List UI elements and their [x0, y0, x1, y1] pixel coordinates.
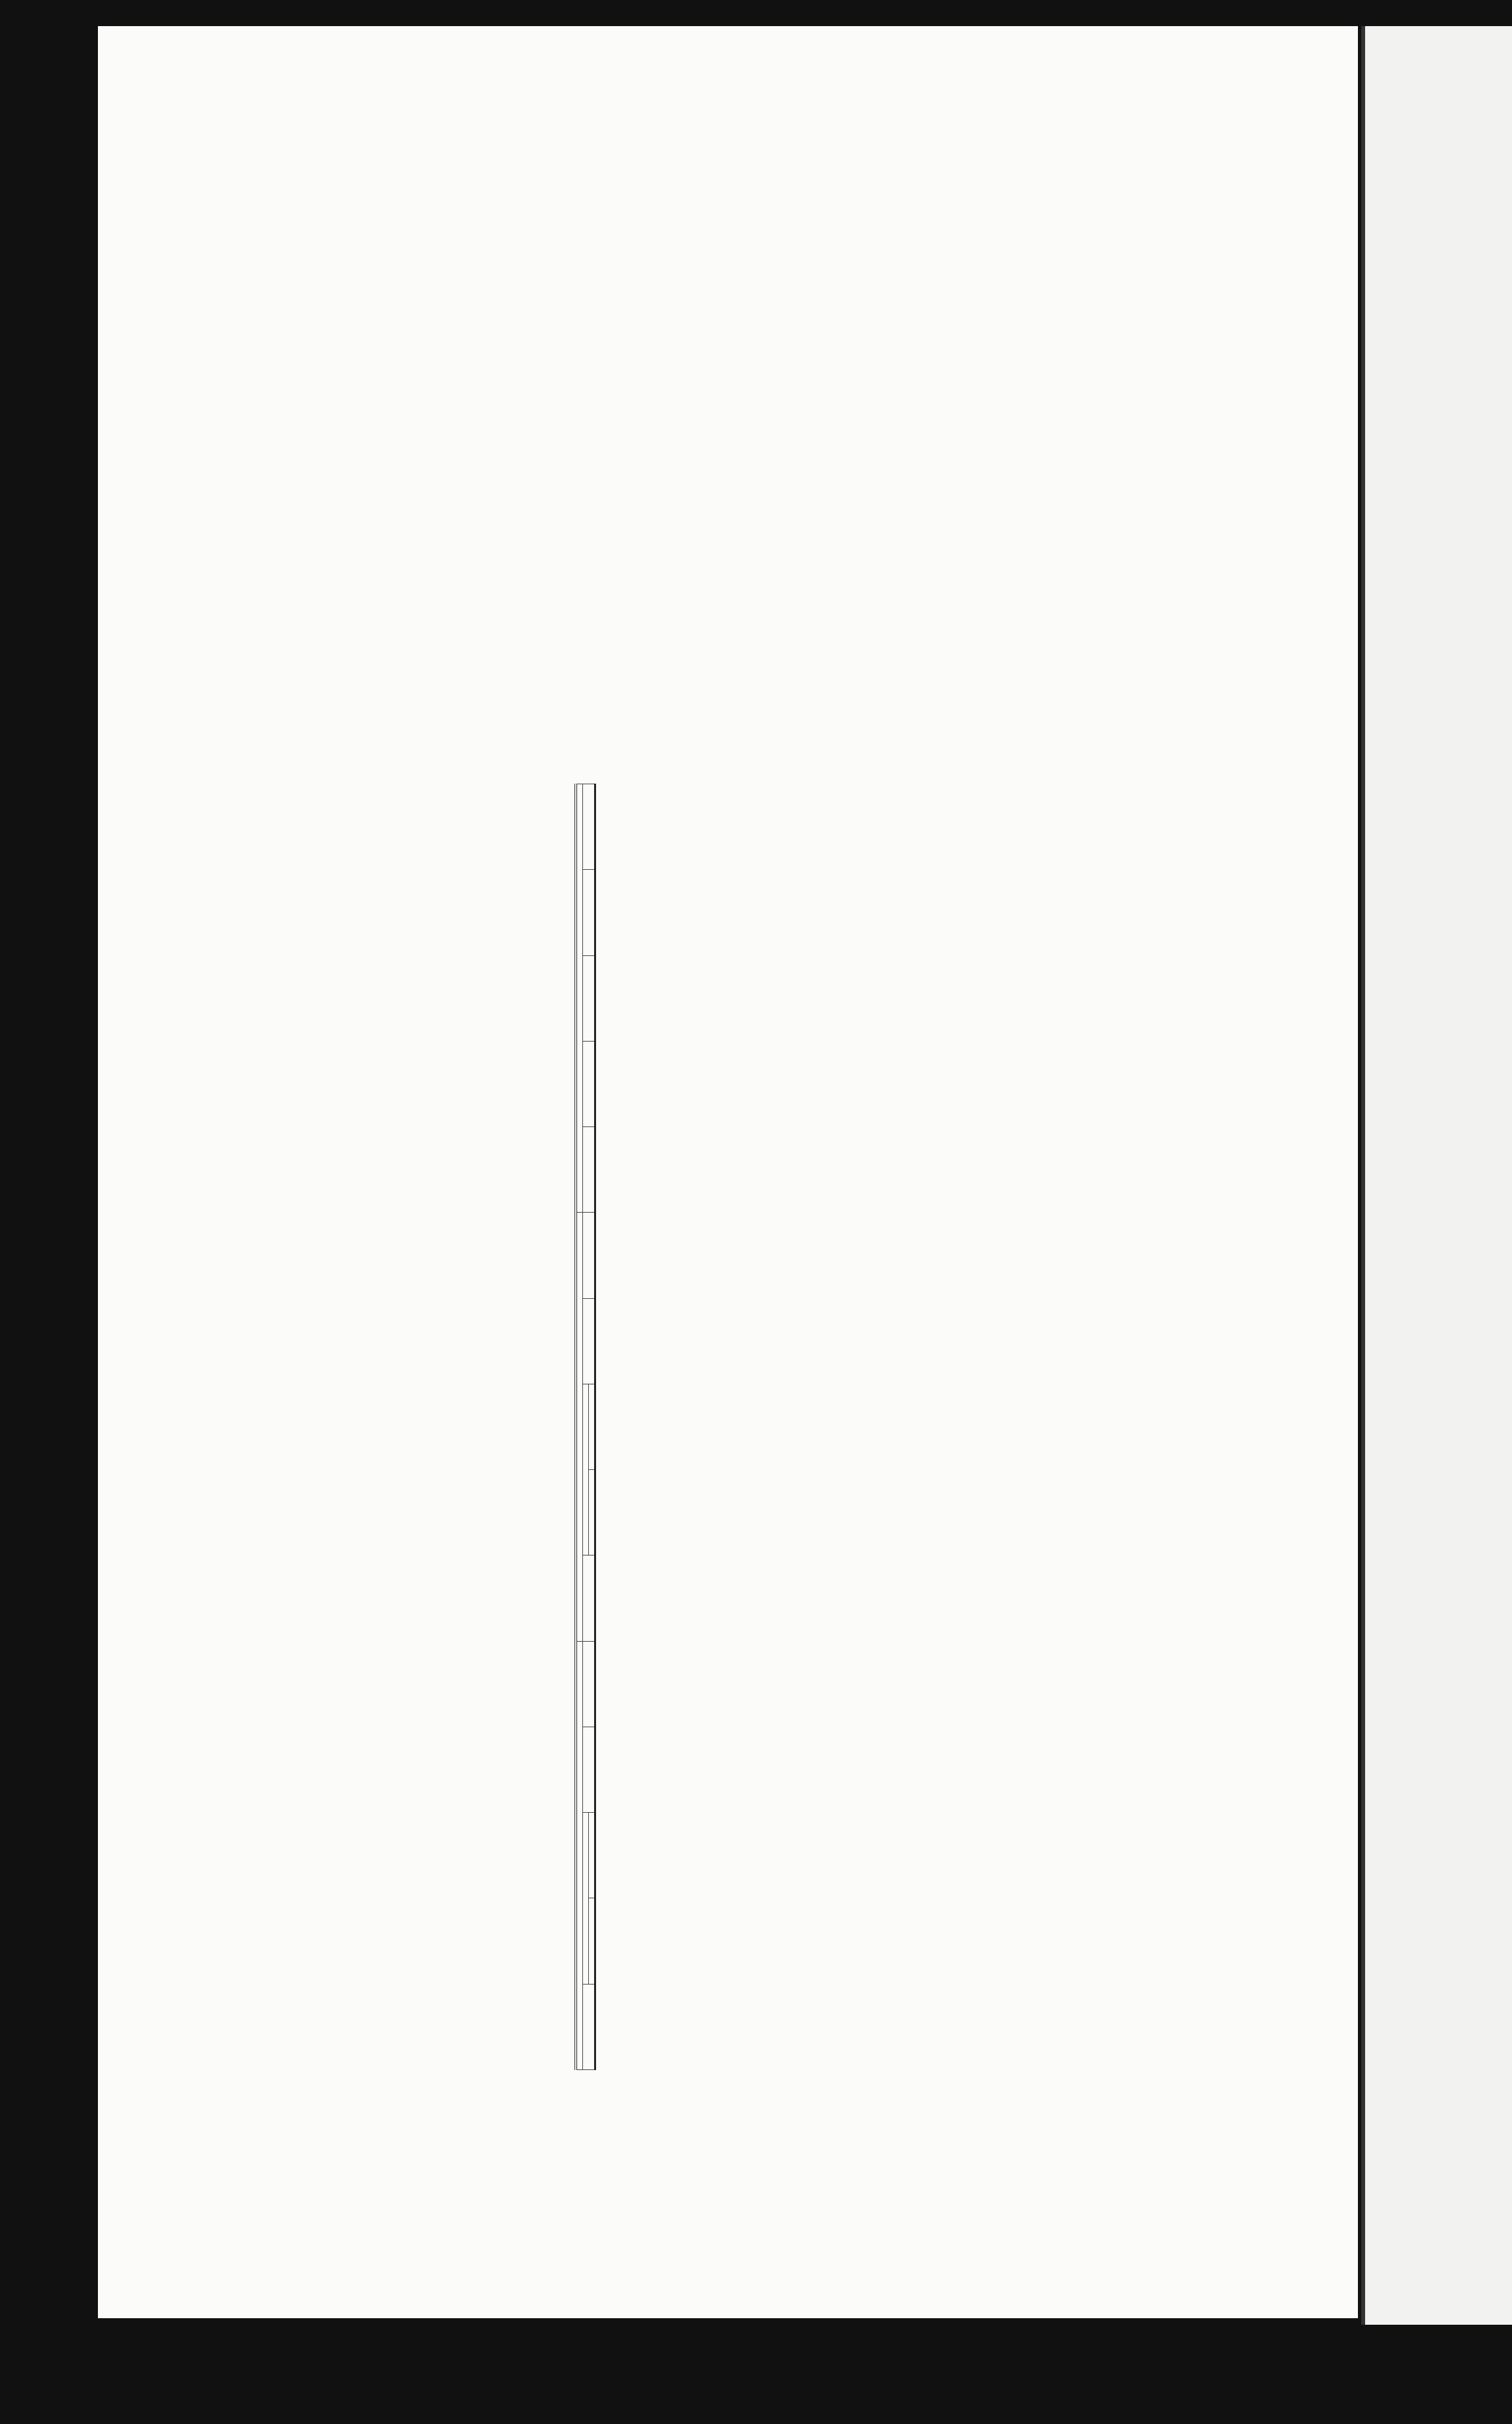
- next-page-edge: [1361, 26, 1512, 2325]
- specimen-table: [575, 784, 596, 2070]
- header-coef-compression: [583, 1384, 589, 1555]
- header-spec: [583, 1984, 595, 2069]
- header-shear-flats: [583, 1041, 595, 1126]
- header-return-tension: [589, 1813, 595, 1898]
- group-shearing: [576, 784, 583, 1213]
- header-return-compression: [589, 1384, 595, 1469]
- header-spwt-compression: [583, 1213, 595, 1298]
- data-table-rotated: [535, 784, 1045, 2070]
- header-spwt-tension: [583, 1641, 595, 1727]
- header-spec-rounds: [583, 870, 595, 955]
- group-tension: [576, 1641, 583, 2069]
- header-shear-rounds: [583, 784, 595, 870]
- header-spec-compression: [583, 1555, 595, 1641]
- header-compressive: [583, 1298, 595, 1384]
- header-coef-tension: [583, 1813, 589, 1985]
- header-forward-compression: [589, 1470, 595, 1555]
- header-forward-tension: [589, 1898, 595, 1984]
- header-tensile: [583, 1727, 595, 1812]
- header-spwt-shear: [583, 955, 595, 1041]
- group-compression: [576, 1213, 583, 1641]
- header-spec-shear: [583, 1127, 595, 1213]
- table-title: [535, 784, 575, 2070]
